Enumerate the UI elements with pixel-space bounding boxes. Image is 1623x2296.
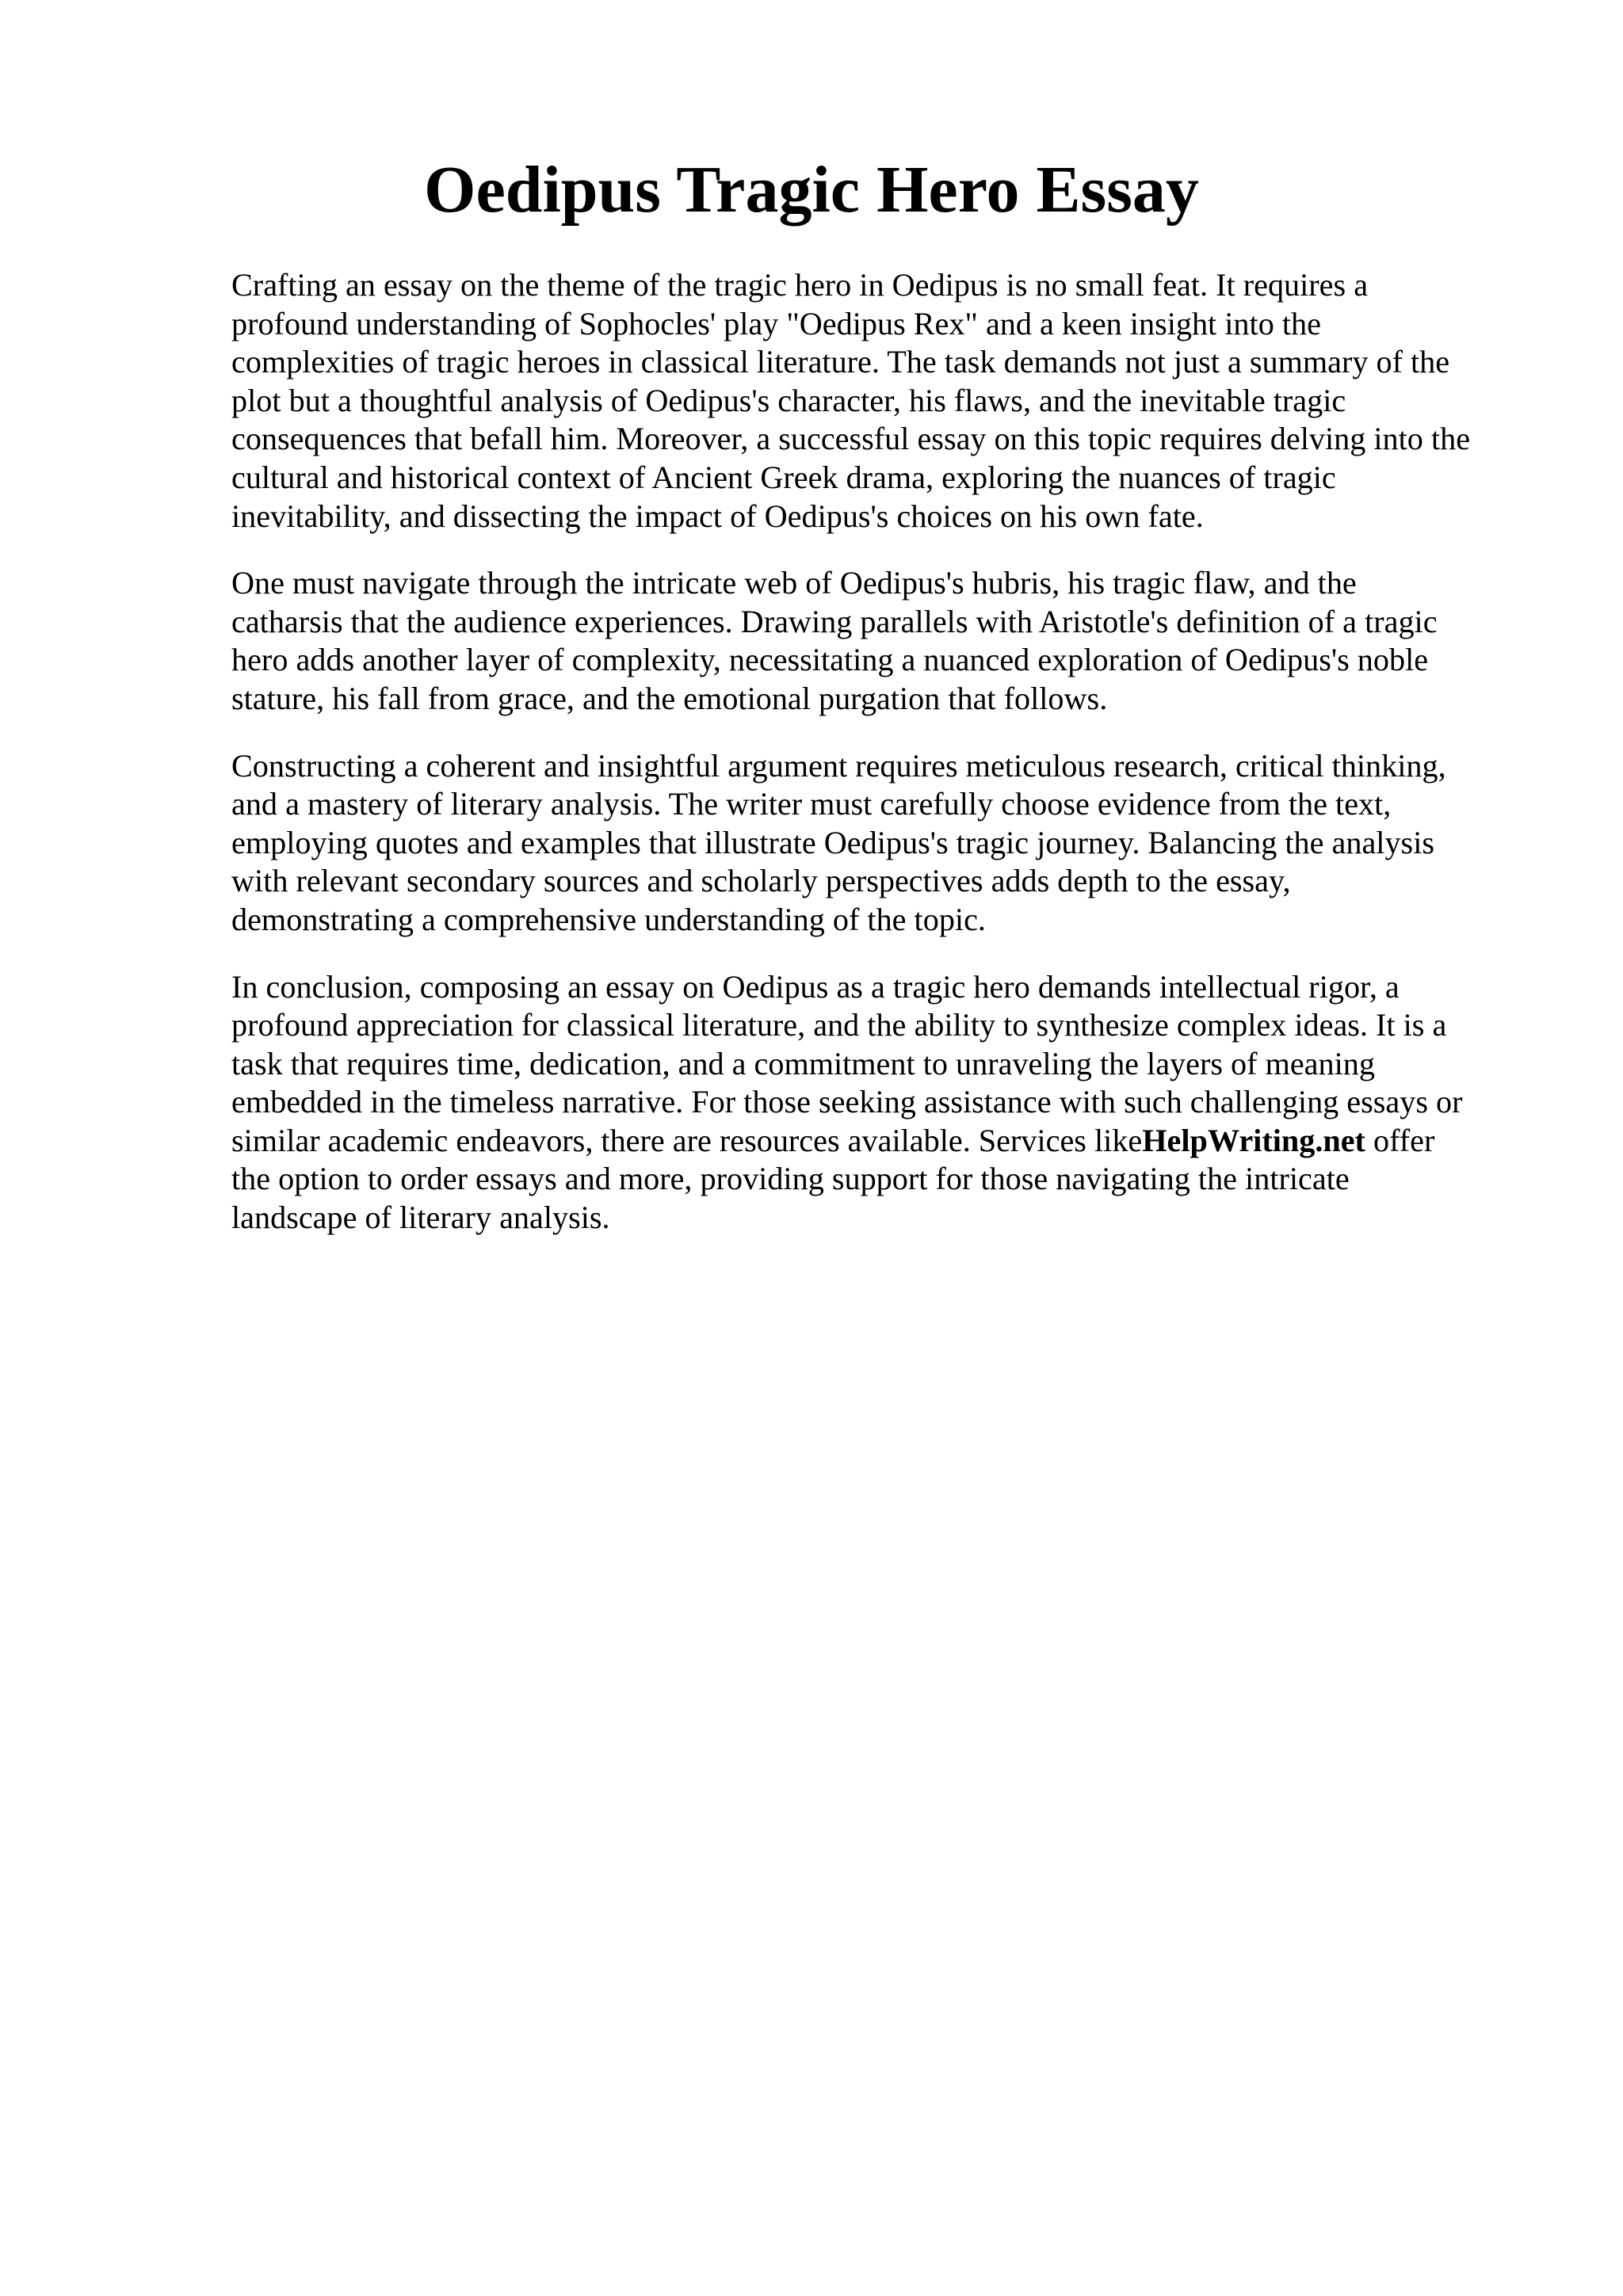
paragraph-4: [231, 968, 1531, 1238]
paragraph-line: One must navigate through the intricate web of Oedipus's hubris, his tragic flaw, and the: [231, 565, 1357, 601]
paragraph-line: task that requires time, dedication, and a commitment to unraveling the layers of meaning: [231, 1045, 1375, 1081]
paragraph-line: Constructing a coherent and insightful argument requires meticulous research, critical thinking,: [231, 747, 1446, 784]
paragraph-2: [231, 564, 1531, 718]
paragraph-3: [231, 747, 1531, 940]
paragraph-line: stature, his fall from grace, and the emotional purgation that follows.: [231, 680, 1108, 716]
paragraph-line-with-brand: [231, 1122, 1531, 1161]
essay-body: [231, 266, 1531, 1266]
paragraph-line: plot but a thoughtful analysis of Oedipus's character, his flaws, and the inevitable tragic: [231, 382, 1346, 418]
paragraph-line: landscape of literary analysis.: [231, 1199, 610, 1236]
paragraph-line: embedded in the timeless narrative. For those seeking assistance with such challenging essays or: [231, 1084, 1463, 1120]
paragraph-text: similar academic endeavors, there are resources available. Services like: [231, 1122, 1143, 1158]
paragraph-line: cultural and historical context of Ancient Greek drama, exploring the nuances of tragic: [231, 459, 1336, 495]
paragraph-line: In conclusion, composing an essay on Oedipus as a tragic hero demands intellectual rigor, a: [231, 968, 1400, 1005]
paragraph-line: the option to order essays and more, providing support for those navigating the intricate: [231, 1161, 1350, 1197]
paragraph-line: consequences that befall him. Moreover, a successful essay on this topic requires delving into the: [231, 421, 1471, 457]
brand-name: HelpWriting.net: [1142, 1122, 1365, 1158]
paragraph-line: Crafting an essay on the theme of the tragic hero in Oedipus is no small feat. It requires a: [231, 267, 1369, 303]
paragraph-line: hero adds another layer of complexity, necessitating a nuanced exploration of Oedipus's noble: [231, 642, 1429, 678]
paragraph-line: profound understanding of Sophocles' play "Oedipus Rex" and a keen insight into the: [231, 305, 1321, 341]
paragraph-1: [231, 266, 1531, 536]
paragraph-text: offer: [1365, 1122, 1435, 1158]
paragraph-line: catharsis that the audience experiences. Drawing parallels with Aristotle's definition of a tragic: [231, 603, 1438, 639]
paragraph-line: complexities of tragic heroes in classical literature. The task demands not just a summary of the: [231, 344, 1450, 380]
paragraph-line: with relevant secondary sources and scholarly perspectives adds depth to the essay,: [231, 863, 1291, 899]
page-title: Oedipus Tragic Hero Essay: [424, 153, 1199, 227]
paragraph-line: profound appreciation for classical literature, and the ability to synthesize complex ideas. It is a: [231, 1007, 1447, 1043]
paragraph-line: inevitability, and dissecting the impact of Oedipus's choices on his own fate.: [231, 498, 1204, 534]
paragraph-line: and a mastery of literary analysis. The writer must carefully choose evidence from the text,: [231, 786, 1392, 822]
paragraph-line: employing quotes and examples that illustrate Oedipus's tragic journey. Balancing the analysis: [231, 824, 1434, 860]
paragraph-line: demonstrating a comprehensive understanding of the topic.: [231, 901, 986, 937]
